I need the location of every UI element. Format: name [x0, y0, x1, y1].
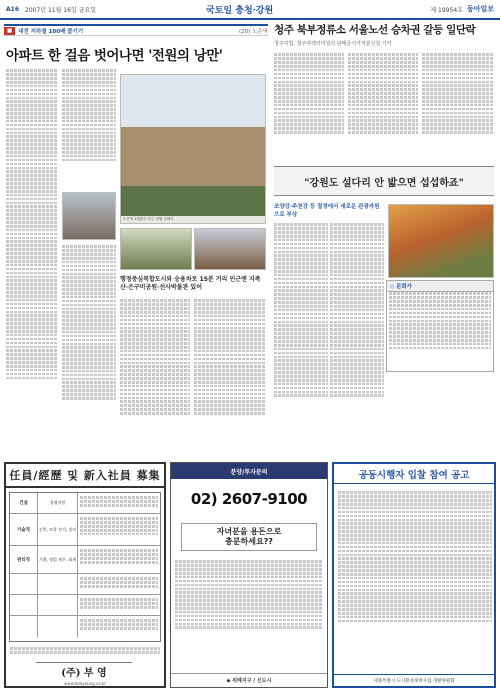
table-cell: 경영지원 — [38, 493, 78, 513]
table-cell: 건축, 토목 전기, 설비 — [38, 514, 78, 545]
gangwon-body-col-2 — [330, 222, 384, 456]
feature-subhead: 행정중심복합도시와 승용차로 15분 거리 인근엔 지족산·은구비공원·선사박물관 있어 — [120, 276, 261, 291]
realestate-phone: 02) 2607-9100 — [190, 490, 308, 508]
series-bar — [4, 24, 268, 36]
realestate-ad — [170, 462, 328, 688]
gangwon-kicker: 조양강·주천강 등 절경에서 새로운 관광자원으로 부상 — [274, 204, 380, 218]
section-title: 국토일 충청·강원 — [206, 5, 274, 16]
table-cell — [78, 574, 160, 594]
table-cell: 기술직 — [10, 514, 38, 545]
article-body-col-2 — [62, 68, 116, 188]
table-row — [10, 574, 160, 595]
recruitment-ad — [4, 462, 166, 688]
table-row — [10, 514, 160, 546]
realestate-ad-body — [175, 559, 323, 659]
table-cell: 기획, 영업 재무, 회계 — [38, 546, 78, 573]
bid-notice-footer: 세종특별시 도시환경정비사업 개발위원회 — [334, 674, 494, 686]
suburban-house-photo — [120, 74, 266, 224]
photo-caption: 노은역 1번출구 부근 전원 주택가 — [121, 216, 265, 223]
table-cell — [78, 493, 160, 513]
table-cell: 관리직 — [10, 546, 38, 573]
park-photo — [120, 228, 192, 270]
table-cell — [38, 595, 78, 615]
realestate-slogan — [181, 523, 317, 551]
article-body-col-1 — [6, 68, 58, 456]
bid-notice-title: 공동시행자 입찰 참여 공고 — [334, 464, 494, 484]
bid-notice-body — [338, 490, 492, 670]
recruitment-table — [9, 492, 161, 642]
autumn-valley-photo — [388, 204, 494, 278]
table-row — [10, 546, 160, 574]
feature-headline: 아파트 한 걸음 벗어나면 '전원의 낭만' — [6, 48, 223, 64]
article-body-col-4 — [120, 298, 190, 456]
news-body-col-1 — [274, 52, 344, 162]
bid-notice-ad — [332, 462, 496, 688]
bus-terminal-subline: 청주지법, 청주여객터미널의 판매금지가처분신청 기각 — [274, 41, 392, 47]
realestate-slogan-2: 충분하세요?? — [225, 537, 273, 546]
table-cell — [78, 595, 160, 615]
table-row — [10, 616, 160, 637]
article-body-col-5 — [194, 298, 266, 456]
booyoung-logo: (주) 부 영 — [36, 662, 132, 680]
realestate-phone-block — [171, 479, 327, 519]
paper-logo: 동아일보 — [466, 5, 494, 13]
museum-photo — [194, 228, 266, 270]
realestate-ad-top: 분양/투자문의 — [171, 463, 327, 479]
news-column — [272, 24, 496, 460]
news-body-col-3 — [422, 52, 494, 162]
article-body-col-3 — [62, 244, 116, 456]
table-cell — [38, 574, 78, 594]
culture-body — [389, 291, 491, 369]
culture-title: ◇ 문화가 — [387, 281, 493, 292]
table-cell — [78, 616, 160, 637]
table-cell — [10, 595, 38, 615]
news-body-col-2 — [348, 52, 418, 162]
table-cell — [78, 546, 160, 573]
table-row — [10, 493, 160, 514]
table-cell — [10, 616, 38, 637]
series-episode: (20) 노은역 — [239, 28, 268, 35]
table-cell — [78, 514, 160, 545]
table-row — [10, 595, 160, 616]
gangwon-body-col-1 — [274, 222, 328, 456]
issue-date: 2007년 11월 16일 금요일 — [25, 6, 97, 14]
bus-terminal-headline: 청주 북부정류소 서울노선 승차권 갈등 일단락 — [274, 24, 476, 36]
recruitment-notes — [10, 646, 160, 658]
realestate-slogan-1: 자녀분을 용돈으로 — [216, 527, 282, 536]
edition-number: 제 19954호 — [430, 6, 463, 14]
realestate-ad-footer: ◆ 위례지구 / 신도시 — [171, 673, 327, 687]
table-cell — [38, 616, 78, 637]
page-number: A16 — [6, 5, 19, 13]
table-cell: 건설 — [10, 493, 38, 513]
gangwon-headline: "강원도 설다리 안 밟으면 섭섭하죠" — [274, 166, 494, 196]
culture-listings — [386, 280, 494, 372]
series-title: 대전 지하철 100배 즐기기 — [18, 28, 84, 35]
table-cell — [10, 574, 38, 594]
page-header — [0, 0, 500, 20]
chef-photo — [62, 192, 116, 240]
feature-article — [4, 24, 268, 460]
series-tag: ■ — [4, 27, 15, 35]
recruitment-ad-title: 任員/經歷 및 新入社員 募集 — [6, 464, 164, 488]
booyoung-site: www.booyoung.co.kr — [64, 681, 106, 686]
